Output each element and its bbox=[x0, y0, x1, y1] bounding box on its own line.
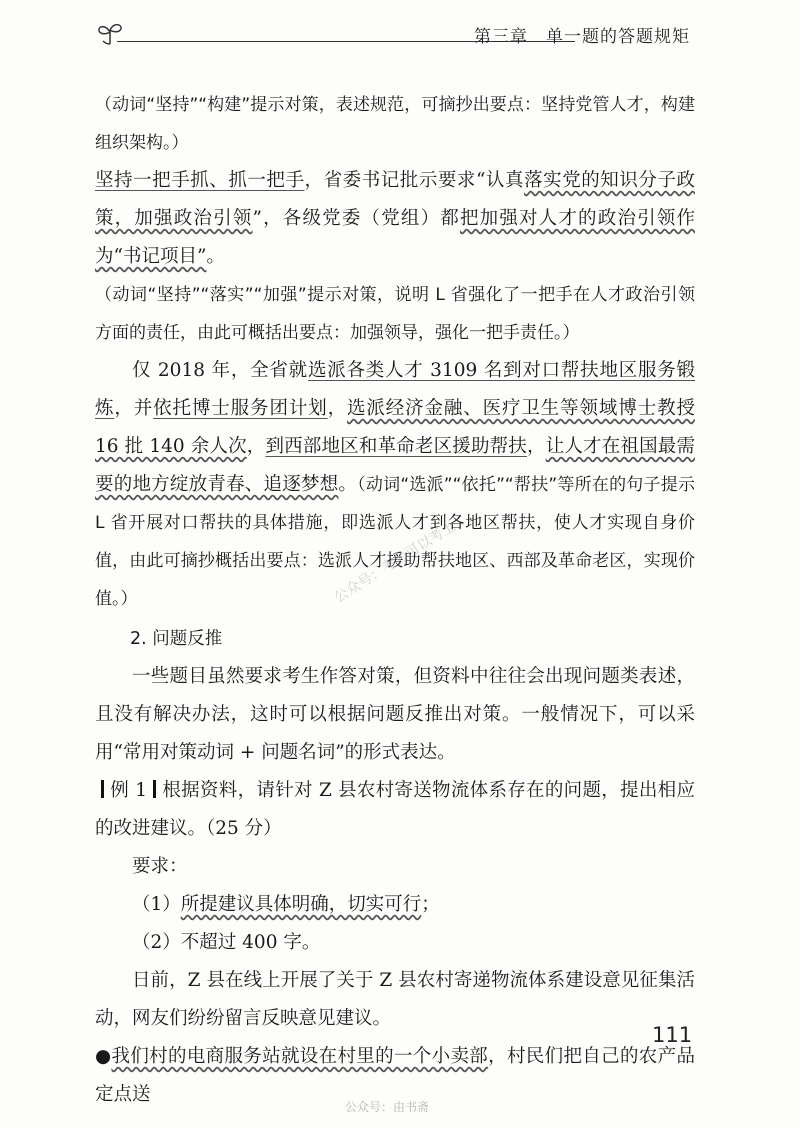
body-paragraph-3: 一些题目虽然要求考生作答对策，但资料中往往会出现问题类表述，且没有解决办法，这时可以根据问题反推出对策。一般情况下，可以采用“常用对策动词 + 问题名词”的形式表达。 bbox=[95, 666, 695, 763]
body-paragraph-2 bbox=[95, 352, 695, 618]
analysis-note-3: （动词“选派”“依托”“帮扶”等所在的句子提示 L 省开展对口帮扶的具体措施，即选派人才到各地区帮扶，使人才实现自身价值，由此可摘抄概括出要点：选派人才援助帮扶地区、西部及革命老区，实现价值。） bbox=[95, 475, 695, 609]
section-heading: 2. 问题反推 bbox=[130, 629, 223, 649]
underlined-phrase: 让人才在祖国最需要的地方绽放青春、追逐梦想 bbox=[95, 436, 695, 495]
example-bar-left bbox=[101, 780, 104, 798]
bullet-icon: ● bbox=[95, 1046, 112, 1067]
underlined-phrase: 选派经济金融、医疗卫生等领域博士教授 16 批 140 余人次 bbox=[95, 398, 695, 457]
underlined-phrase: 到西部地区和革命老区援助帮扶 bbox=[265, 436, 527, 457]
example-text: 根据资料，请针对 Z 县农村寄送物流体系存在的问题，提出相应的改进建议。（25 分） bbox=[95, 780, 695, 839]
example-bar-right bbox=[153, 780, 156, 798]
watermark: 公众号：考公可以考上 bbox=[331, 518, 459, 607]
text-run: 。 bbox=[206, 246, 225, 267]
analysis-note-2: （动词“坚持”“落实”“加强”提示对策，说明 L 省强化了一把手在人才政治引领方面的责任，由此可概括出要点：加强领导，强化一把手责任。） bbox=[95, 285, 695, 343]
body-paragraph-1 bbox=[95, 162, 695, 276]
footer-watermark: 公众号：由书斋 bbox=[345, 1100, 430, 1114]
text-run: 。 bbox=[338, 474, 358, 495]
text-run: 仅 2018 年，全省就 bbox=[132, 360, 308, 381]
text-run: （1） bbox=[132, 894, 181, 915]
text-run: ，村民们把自己的农产品定点送 bbox=[95, 1046, 695, 1105]
chapter-name: 单一题的答题规矩 bbox=[546, 27, 690, 47]
requirement-1 bbox=[95, 886, 695, 924]
text-run: ， bbox=[246, 436, 266, 457]
chapter-number: 第三章 bbox=[474, 27, 528, 47]
underlined-phrase: 选派各类人才 3109 名到对口帮扶地区服务锻炼 bbox=[95, 360, 695, 419]
underlined-phrase: 把加强对人才的政治引领作为“书记项目” bbox=[95, 208, 695, 267]
sprout-icon bbox=[95, 20, 125, 46]
text-run: ，并 bbox=[114, 398, 154, 419]
underlined-phrase: 坚持一把手抓、抓一把手 bbox=[95, 170, 305, 191]
underlined-phrase: 依托博士服务团计划 bbox=[153, 398, 328, 419]
underlined-phrase: 所提建议具体明确，切实可行 bbox=[180, 894, 422, 915]
text-run: ”，各级党委（党组）都 bbox=[252, 208, 460, 229]
text-run: ； bbox=[421, 894, 440, 915]
body-paragraph-4: 日前，Z 县在线上开展了关于 Z 县农村寄递物流体系建设意见征集活动，网友们纷纷留言反映意见建议。 bbox=[95, 970, 695, 1029]
page-number: 111 bbox=[652, 1023, 693, 1047]
chapter-title bbox=[474, 22, 690, 47]
page-body bbox=[95, 86, 695, 1114]
running-header bbox=[95, 18, 700, 48]
text-run: ，省委书记批示要求“认真 bbox=[304, 170, 525, 191]
example-question bbox=[95, 772, 695, 848]
text-run: ， bbox=[527, 436, 546, 457]
underlined-phrase: 我们村的电商服务站就设在村里的一个小卖部 bbox=[111, 1046, 489, 1067]
analysis-note-1: （动词“坚持”“构建”提示对策，表述规范，可摘抄出要点：坚持党管人才，构建组织架构。） bbox=[95, 95, 695, 153]
text-run: ， bbox=[327, 398, 347, 419]
underlined-phrase: 落实党的知识分子政策，加强政治引领 bbox=[95, 170, 695, 229]
example-label: 例 1 bbox=[110, 780, 148, 801]
requirements-label: 要求： bbox=[132, 856, 188, 877]
requirement-2: （2）不超过 400 字。 bbox=[132, 932, 321, 953]
